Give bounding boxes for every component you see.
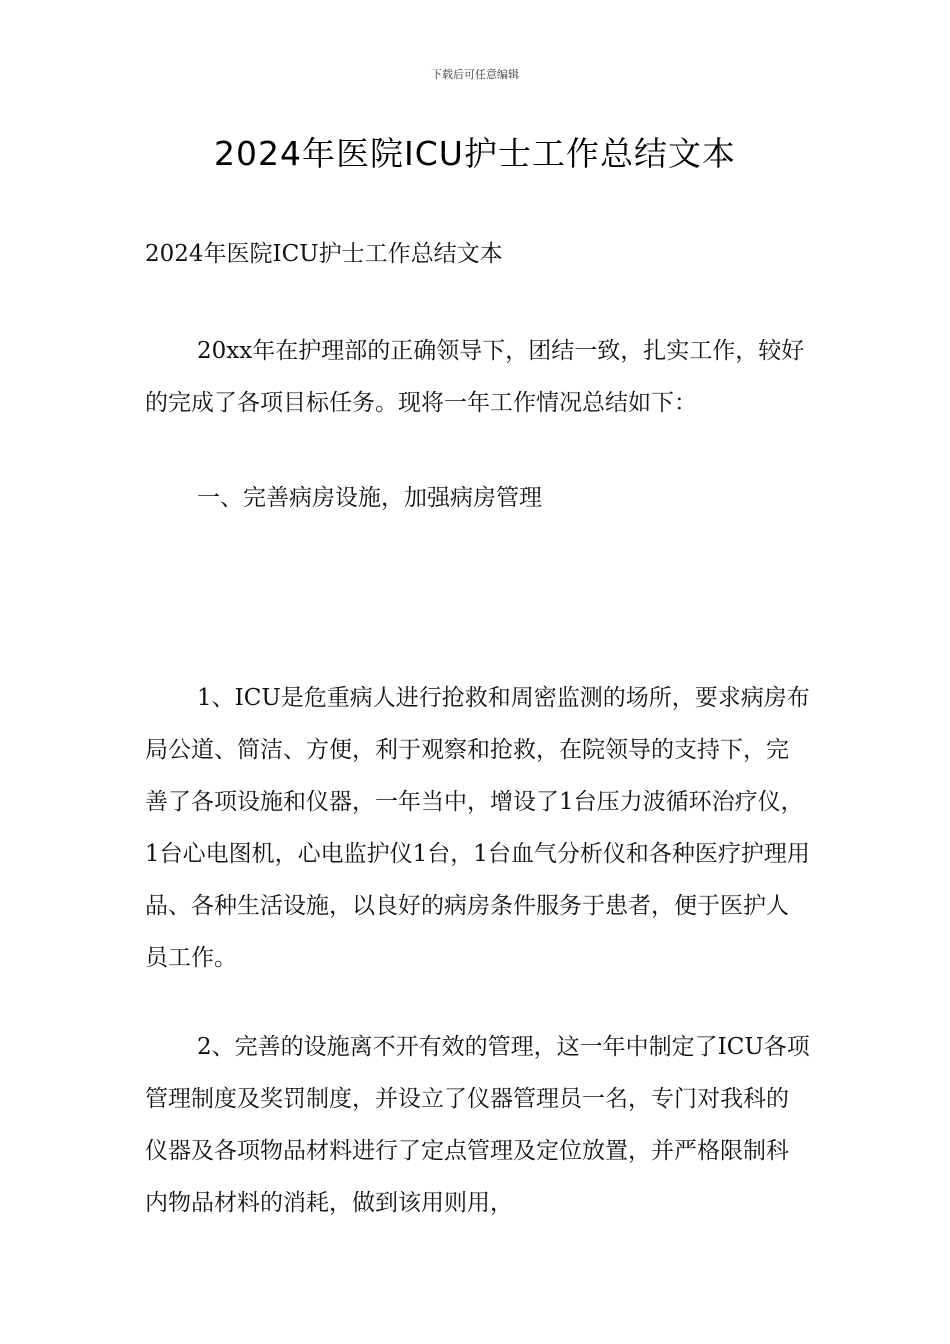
- section-heading: 一、完善病房设施，加强病房管理: [197, 485, 542, 511]
- header-note: 下载后可任意编辑: [431, 68, 519, 81]
- paragraph-1: 1、ICU是危重病人进行抢救和周密监测的场所，要求病房布局公道、简洁、方便，利于观察和抢救，在院领导的支持下，完善了各项设施和仪器，一年当中，增设了1台压力波循环治疗仪，1台心电图机，心电监护仪1台，1台血气分析仪和各种医疗护理用品、各种生活设施，以良好的病房条件服务于患者，便于医护人员工作。: [145, 685, 810, 971]
- intro-paragraph: 20xx年在护理部的正确领导下，团结一致，扎实工作，较好的完成了各项目标任务。现将一年工作情况总结如下：: [145, 338, 805, 416]
- document-subtitle: 2024年医院ICU护士工作总结文本: [145, 241, 503, 267]
- paragraph-2: 2、完善的设施离不开有效的管理，这一年中制定了ICU各项管理制度及奖罚制度，并设立了仪器管理员一名，专门对我科的仪器及各项物品材料进行了定点管理及定位放置，并严格限制科内物品材料的消耗，做到该用则用，: [145, 1034, 810, 1216]
- page-title: 2024年医院ICU护士工作总结文本: [214, 134, 736, 173]
